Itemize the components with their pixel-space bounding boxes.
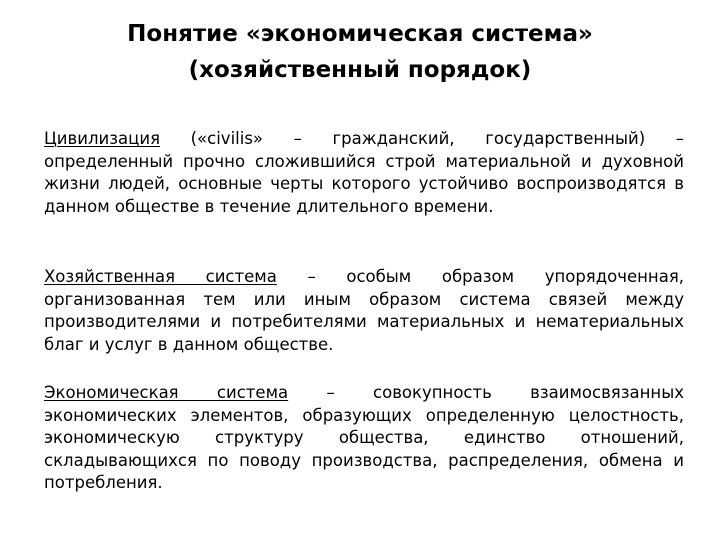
slide-title [60,16,660,88]
term-civilization: Цивилизация [44,129,161,148]
definition-economic-order [44,266,684,356]
definition-economic-system-text: – совокупность взаимосвязанных экономических элементов, образующих определенную целостность, экономическую структуру общества, единство отношений, складывающихся по поводу производства, распределения, обмена и потребления. [44,383,684,492]
slide-title-line-1: Понятие «экономическая система» [127,21,593,47]
definition-civilization [44,128,684,218]
definition-civilization-text: («civilis» – гражданский, государственный) – определенный прочно сложившийся строй материальной и духовной жизни людей, основные черты которого устойчиво воспроизводятся в данном обществе в течение длительного времени. [44,129,684,216]
definition-economic-system [44,382,684,495]
definition-economic-order-text: – особым образом упорядоченная, организованная тем или иным образом система связей между производителями и потребителями материальных и нематериальных благ и услуг в данном обществе. [44,267,684,354]
term-economic-system: Экономическая система [44,383,289,402]
slide-title-line-2: (хозяйственный порядок) [188,57,532,83]
term-economic-order: Хозяйственная система [44,267,277,286]
